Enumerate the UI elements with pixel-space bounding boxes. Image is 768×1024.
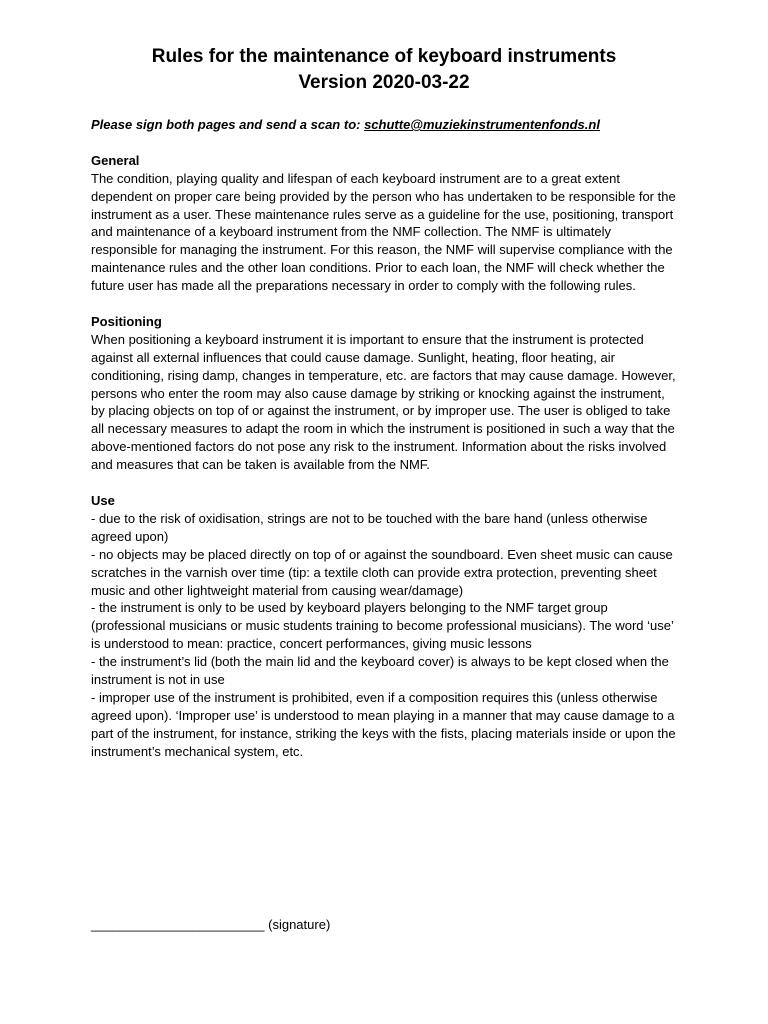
- signature-line: ________________________ (signature): [91, 917, 331, 932]
- section-text-general: The condition, playing quality and lifespan of each keyboard instrument are to a great extent dependent on proper care being provided by the person who has undertaken to be responsible for the instrument as a user. These maintenance rules serve as a guideline for the use, positioning, transport and maintenance of a keyboard instrument from the NMF collection. The NMF is ultimately responsible for managing the instrument. For this reason, the NMF will supervise compliance with the maintenance rules and the other loan conditions. Prior to each loan, the NMF will check whether the future user has made all the preparations necessary in order to comply with the following rules.: [91, 170, 676, 294]
- section-use: [91, 492, 681, 761]
- email-address: schutte@muziekinstrumentenfonds.nl: [364, 117, 600, 132]
- section-text-use: - due to the risk of oxidisation, strings are not to be touched with the bare hand (unless otherwise agreed upon) - no objects may be placed directly on top of or against the soundboard. Even sheet music can cause scratches in the varnish over time (tip: a textile cloth can provide extra protection, preventing sheet music and other lightweight material from causing wear/damage) - the instrument is only to be used by keyboard players belonging to the NMF target group (professional musicians or music students training to become professional musicians). The word ‘use’ is understood to mean: practice, concert performances, giving music lessons - the instrument’s lid (both the main lid and the keyboard cover) is always to be kept closed when the instrument is not in use - improper use of the instrument is prohibited, even if a composition requires this (unless otherwise agreed upon). ‘Improper use’ is understood to mean playing in a manner that may cause damage to a part of the instrument, for instance, striking the keys with the fists, placing materials inside or upon the instrument’s mechanical system, etc.: [91, 510, 676, 759]
- section-heading-positioning: Positioning: [91, 313, 162, 329]
- intro-instruction: [91, 116, 681, 134]
- intro-text: Please sign both pages and send a scan to:: [91, 117, 365, 132]
- title-line-1: Rules for the maintenance of keyboard instruments: [151, 46, 617, 67]
- section-text-positioning: When positioning a keyboard instrument it is important to ensure that the instrument is protected against all external influences that could cause damage. Sunlight, heating, floor heating, air conditioning, rising damp, changes in temperature, etc. are factors that may cause damage. However, persons who enter the room may also cause damage by striking or knocking against the instrument, by placing objects on top of or against the instrument, or by improper use. The user is obliged to take all necessary measures to adapt the room in which the instrument is positioned in such a way that the above-mentioned factors do not pose any risk to the instrument. Information about the risks involved and measures that can be taken is available from the NMF.: [91, 331, 676, 473]
- document-title: [0, 44, 768, 96]
- section-general: [91, 152, 681, 295]
- document-body: [91, 116, 681, 778]
- section-heading-use: Use: [91, 492, 115, 508]
- section-positioning: [91, 313, 681, 474]
- section-heading-general: General: [91, 152, 140, 168]
- title-line-2: Version 2020-03-22: [298, 72, 470, 93]
